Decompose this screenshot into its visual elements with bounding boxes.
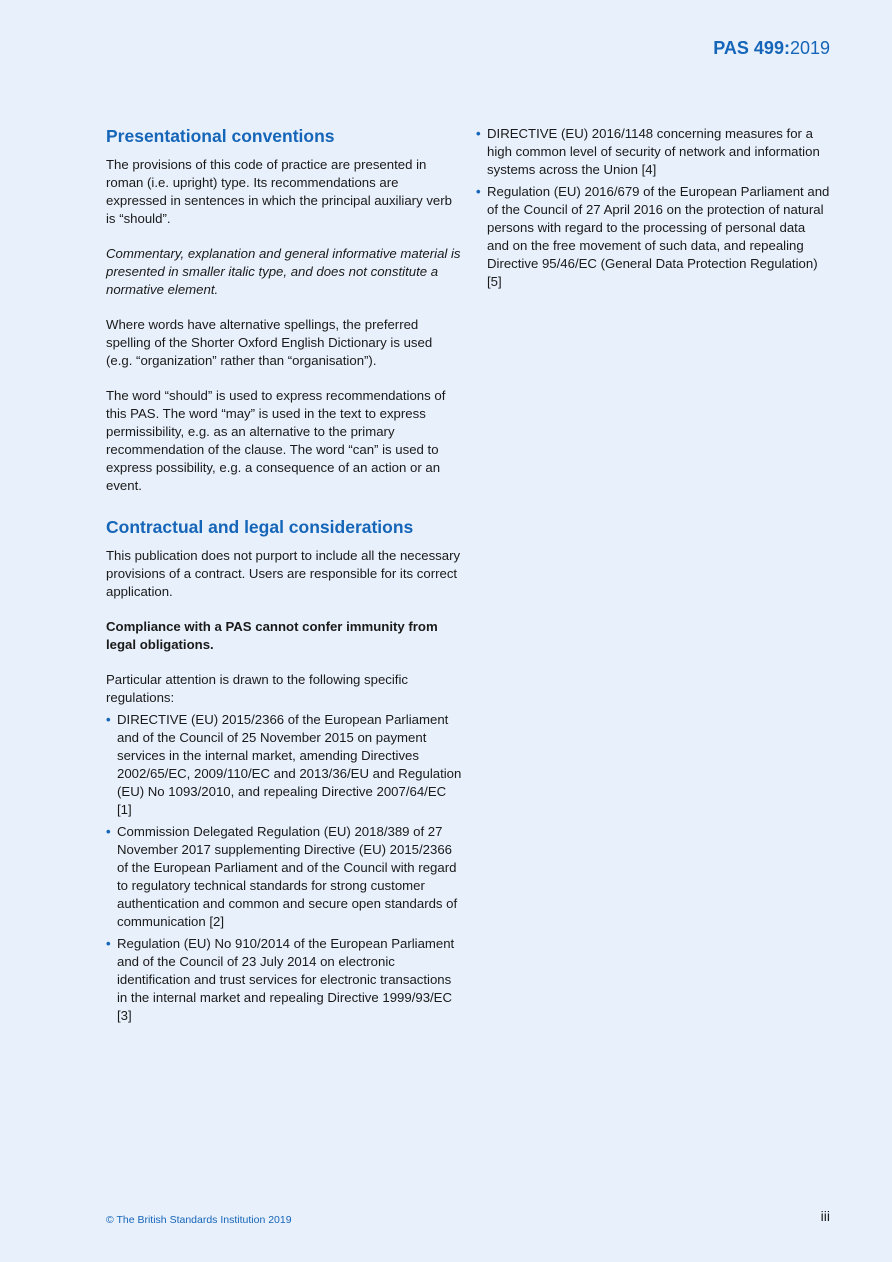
paragraph: The provisions of this code of practice are presented in roman (i.e. upright) type. Its recommendations are expressed in sentences in which the principal auxiliary verb is “should”. xyxy=(106,157,452,226)
bullet-icon: • xyxy=(476,184,481,199)
list-item xyxy=(106,823,462,931)
paragraph-bold: Compliance with a PAS cannot confer immunity from legal obligations. xyxy=(106,619,438,652)
list-item xyxy=(106,935,462,1025)
bullet-icon: • xyxy=(106,936,111,951)
page-number: iii xyxy=(820,1208,830,1224)
bullet-icon: • xyxy=(476,126,481,141)
document-header xyxy=(713,38,830,59)
list-item xyxy=(476,125,830,179)
bullet-icon: • xyxy=(106,824,111,839)
paragraph: Particular attention is drawn to the following specific regulations: xyxy=(106,672,408,705)
standard-year: 2019 xyxy=(789,38,830,58)
list-item xyxy=(106,711,462,819)
bullet-icon: • xyxy=(106,712,111,727)
list-item-text: DIRECTIVE (EU) 2016/1148 concerning measures for a high common level of security of network and information systems across the Union [4] xyxy=(487,126,820,177)
paragraph: Where words have alternative spellings, the preferred spelling of the Shorter Oxford English Dictionary is used (e.g. “organization” rather than “organisation”). xyxy=(106,317,433,368)
list-item-text: Commission Delegated Regulation (EU) 2018/389 of 27 November 2017 supplementing Directive (EU) 2015/2366 of the European Parliament and of the Council with regard to regulatory technical standards for strong customer authentication and common and secure open standards of communication [2] xyxy=(117,824,458,929)
regulations-list-continued xyxy=(476,125,830,291)
right-column xyxy=(476,125,830,295)
section-heading-presentational: Presentational conventions xyxy=(106,126,335,146)
list-item-text: Regulation (EU) No 910/2014 of the European Parliament and of the Council of 23 July 2014 on electronic identification and trust services for electronic transactions in the internal market and repealing Directive 1999/93/EC [3] xyxy=(117,936,455,1023)
section-contractual xyxy=(106,516,462,1025)
left-column xyxy=(106,125,462,1029)
paragraph-commentary: Commentary, explanation and general informative material is presented in smaller italic type, and does not constitute a normative element. xyxy=(106,246,461,297)
paragraph: This publication does not purport to include all the necessary provisions of a contract. Users are responsible for its correct application. xyxy=(106,548,461,599)
list-item xyxy=(476,183,830,291)
list-item-text: Regulation (EU) 2016/679 of the European Parliament and of the Council of 27 April 2016 on the protection of natural persons with regard to the processing of personal data and on the free movement of such data, and repealing Directive 95/46/EC (General Data Protection Regulation) [5] xyxy=(487,184,830,289)
regulations-list xyxy=(106,711,462,1025)
standard-code: PAS 499: xyxy=(713,38,790,58)
copyright-notice: © The British Standards Institution 2019 xyxy=(106,1214,292,1226)
list-item-text: DIRECTIVE (EU) 2015/2366 of the European Parliament and of the Council of 25 November 2015 on payment services in the internal market, amending Directives 2002/65/EC, 2009/110/EC and 2013/36/EU and Regulation (EU) No 1093/2010, and repealing Directive 2007/64/EC [1] xyxy=(117,712,462,817)
paragraph: The word “should” is used to express recommendations of this PAS. The word “may” is used in the text to express permissibility, e.g. as an alternative to the primary recommendation of the clause. The word “can” is used to express possibility, e.g. a consequence of an action or an event. xyxy=(106,388,446,493)
section-heading-contractual: Contractual and legal considerations xyxy=(106,517,414,537)
